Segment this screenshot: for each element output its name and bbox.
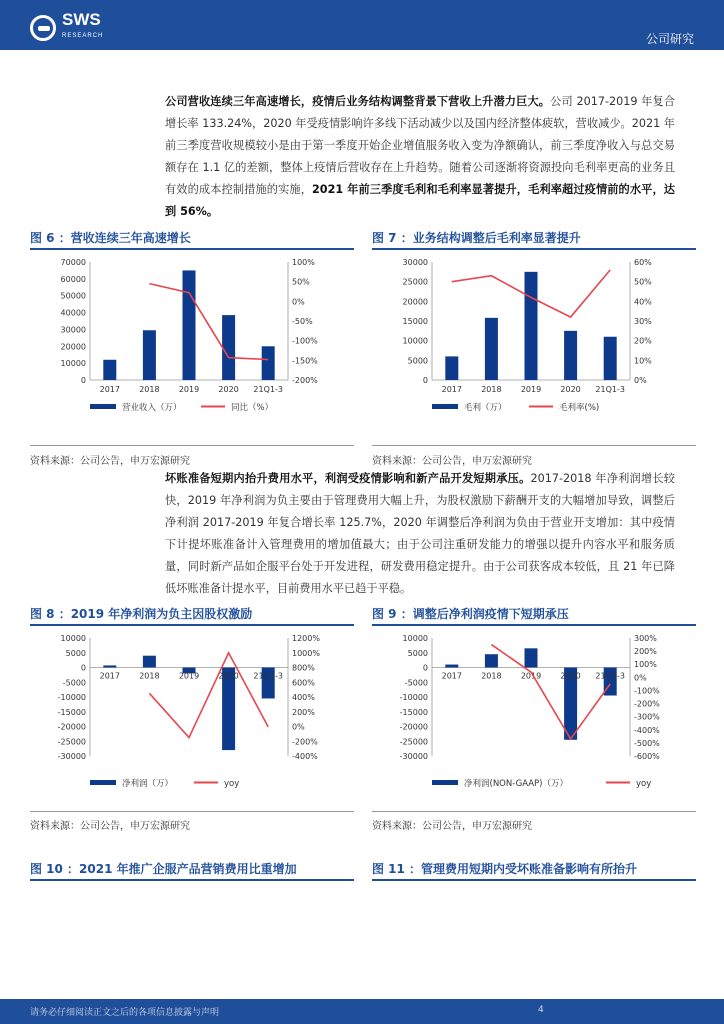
fig10-title: 图 10 ：2021 年推广企服产品营销费用比重增加 xyxy=(30,860,354,881)
x-tick-label: 2020 xyxy=(560,385,581,394)
left-axis-tick: 15000 xyxy=(402,317,428,326)
right-axis-tick: -400% xyxy=(634,725,660,735)
left-axis-tick: -5000 xyxy=(404,678,428,688)
paragraph-revenue-conclusion: 2021 年前三季度毛利和毛利率显著提升，毛利率超过疫情前的水平，达到 56%。 xyxy=(165,183,675,218)
left-axis-tick: 0 xyxy=(422,663,428,673)
x-tick-label: 2017 xyxy=(99,671,120,681)
fig7-title: 图 7 ：业务结构调整后毛利率显著提升 xyxy=(372,229,696,250)
left-axis-tick: 30000 xyxy=(60,325,86,335)
left-axis-tick: 0 xyxy=(422,376,428,385)
x-tick-label: 21Q1-3 xyxy=(253,671,283,681)
left-axis-tick: 5000 xyxy=(65,648,86,658)
left-axis-tick: -25000 xyxy=(399,737,428,747)
left-axis-tick: 25000 xyxy=(402,277,428,287)
legend-bar-label: 营业收入（万） xyxy=(122,403,182,413)
right-axis-tick: 100% xyxy=(292,258,315,267)
bar xyxy=(262,346,275,380)
page-footer xyxy=(0,999,724,1024)
right-axis-tick: 60% xyxy=(634,258,652,267)
right-axis-tick: 600% xyxy=(292,678,315,688)
right-axis-tick: 1000% xyxy=(292,648,320,658)
bar xyxy=(222,315,235,380)
right-axis-tick: -300% xyxy=(634,712,660,722)
x-tick-label: 2018 xyxy=(481,671,502,681)
left-axis-tick: 50000 xyxy=(60,291,86,301)
right-axis-tick: 50% xyxy=(634,277,652,287)
right-axis-tick: 0% xyxy=(292,722,305,732)
legend-bar-swatch xyxy=(90,404,116,409)
legend-bar-swatch xyxy=(432,780,458,785)
right-axis-tick: 20% xyxy=(634,336,652,346)
chart-fig8 xyxy=(30,628,354,800)
bar xyxy=(485,318,498,380)
bar xyxy=(564,331,577,380)
left-axis-tick: 5000 xyxy=(407,356,428,366)
paragraph-revenue-lead: 公司营收连续三年高速增长，疫情后业务结构调整背景下营收上升潜力巨大。 xyxy=(165,95,551,108)
left-axis-tick: -10000 xyxy=(57,693,86,702)
left-axis-tick: -15000 xyxy=(399,707,428,717)
right-axis-tick: 1200% xyxy=(292,634,320,643)
bar xyxy=(525,272,538,380)
legend-bar-swatch xyxy=(90,780,116,785)
bar xyxy=(143,330,156,380)
chart-fig7 xyxy=(372,252,696,422)
right-axis-tick: 30% xyxy=(634,317,652,326)
left-axis-tick: 20000 xyxy=(60,342,86,352)
logo-text: SWS xyxy=(62,10,101,29)
chart-fig6 xyxy=(30,252,354,422)
fig11-title: 图 11 ：管理费用短期内受坏账准备影响有所抬升 xyxy=(372,860,696,881)
logo-sub: RESEARCH xyxy=(62,33,104,39)
left-axis-tick: -5000 xyxy=(62,678,86,688)
right-axis-tick: 300% xyxy=(634,634,657,643)
left-axis-tick: 30000 xyxy=(402,258,428,267)
legend-line-label: 同比（%） xyxy=(231,403,274,413)
left-axis-tick: 0 xyxy=(80,663,86,673)
x-tick-label: 21Q1-3 xyxy=(595,385,625,394)
divider xyxy=(30,445,354,446)
left-axis-tick: -30000 xyxy=(57,752,86,761)
left-axis-tick: 0 xyxy=(80,376,86,385)
right-axis-tick: 200% xyxy=(634,647,657,657)
legend-bar-swatch xyxy=(432,404,458,409)
divider xyxy=(372,445,696,446)
x-tick-label: 2018 xyxy=(481,385,502,394)
right-axis-tick: -100% xyxy=(634,686,660,696)
right-axis-tick: 10% xyxy=(634,356,652,366)
x-tick-label: 2019 xyxy=(178,385,200,394)
right-axis-tick: -200% xyxy=(634,699,660,709)
left-axis-tick: -25000 xyxy=(57,737,86,747)
left-axis-tick: -20000 xyxy=(399,722,428,732)
paragraph-revenue xyxy=(165,91,675,223)
bar xyxy=(445,356,458,380)
right-axis-tick: -200% xyxy=(292,376,318,385)
divider xyxy=(30,811,354,812)
paragraph-profit-lead: 坏账准备短期内抬升费用水平，利润受疫情影响和新产品开发短期承压。 xyxy=(165,472,531,485)
left-axis-tick: 5000 xyxy=(407,648,428,658)
x-tick-label: 2020 xyxy=(560,671,581,681)
paragraph-profit xyxy=(165,468,675,600)
left-axis-tick: -30000 xyxy=(399,752,428,761)
sws-logo-icon xyxy=(30,15,56,41)
right-axis-tick: -100% xyxy=(292,336,318,346)
bar xyxy=(604,337,617,380)
x-tick-label: 2019 xyxy=(520,385,542,394)
x-tick-label: 2020 xyxy=(218,671,239,681)
divider xyxy=(372,811,696,812)
left-axis-tick: 10000 xyxy=(402,634,428,643)
page-header xyxy=(0,0,724,50)
x-tick-label: 21Q1-3 xyxy=(253,385,283,394)
bar xyxy=(103,665,116,667)
fig9-title: 图 9 ：调整后净利润疫情下短期承压 xyxy=(372,605,696,626)
left-axis-tick: 70000 xyxy=(60,258,86,267)
left-axis-tick: 10000 xyxy=(402,336,428,346)
fig6-title: 图 6 ：营收连续三年高速增长 xyxy=(30,229,354,250)
right-axis-tick: -50% xyxy=(292,317,313,326)
right-axis-tick: -600% xyxy=(634,752,660,761)
left-axis-tick: 20000 xyxy=(402,297,428,307)
sws-logo xyxy=(30,12,103,44)
fig6-source: 资料来源：公司公告，申万宏源研究 xyxy=(30,456,190,467)
section-label: 公司研究 xyxy=(645,32,694,46)
right-axis-tick: -400% xyxy=(292,752,318,761)
left-axis-tick: 10000 xyxy=(60,634,86,643)
legend-line-label: yoy xyxy=(224,779,240,789)
right-axis-tick: 0% xyxy=(634,673,647,683)
fig9-source: 资料来源：公司公告，申万宏源研究 xyxy=(372,821,532,832)
right-axis-tick: -200% xyxy=(292,737,318,747)
bar xyxy=(183,270,196,380)
bar xyxy=(143,656,156,668)
fig8-title: 图 8 ：2019 年净利润为负主因股权激励 xyxy=(30,605,354,626)
x-tick-label: 2018 xyxy=(139,385,160,394)
legend-line-label: 毛利率(%) xyxy=(559,403,600,413)
paragraph-revenue-body: 公司 2017-2019 年复合增长率 133.24%，2020 年受疫情影响许多线下活动减少以及国内经济整体疲软，营收减少。2021 年前三季度营收规模较小是由于第一季度开始企业增值服务收入变为净额确认，前三季度净收入与总交易额存在 1.1 亿的差额，整体上疫情后营收存在上升趋势。随着公司逐渐将资源投向毛利率更高的业务且有效的成本控制措施的实施， xyxy=(165,95,675,196)
left-axis-tick: -20000 xyxy=(57,722,86,732)
chart-fig9 xyxy=(372,628,696,800)
right-axis-tick: 50% xyxy=(292,277,310,287)
line-series xyxy=(149,284,268,360)
legend-bar-label: 净利润（万） xyxy=(122,779,174,789)
right-axis-tick: -500% xyxy=(634,738,660,748)
legend-line-label: yoy xyxy=(636,779,652,789)
line-series xyxy=(491,645,610,739)
x-tick-label: 2018 xyxy=(139,671,160,681)
x-tick-label: 2017 xyxy=(99,385,120,394)
bar xyxy=(485,654,498,667)
right-axis-tick: 200% xyxy=(292,707,315,717)
paragraph-profit-body: 2017-2018 年净利润增长较快，2019 年净利润为负主要由于管理费用大幅上升，为股权激励下薪酬开支的大幅增加导致，调整后净利润 2017-2019 年复合增长率 125.7%，2020 年调整后净利润为负由于营业开支增加：其中疫情下计提坏账准备计入管理费用的增加值最大；由于公司注重研发能力的增强以提升内容水平和服务质量，同时新产品如企服平台处于开发进程，研发费用稳定提升。由于公司获客成本较低，且 21 年已降低坏账准备计提水平，目前费用水平已趋于平稳。 xyxy=(165,472,675,595)
legend-bar-label: 净利润(NON-GAAP)（万） xyxy=(464,779,568,789)
right-axis-tick: 400% xyxy=(292,693,315,702)
left-axis-tick: 60000 xyxy=(60,274,86,284)
x-tick-label: 2017 xyxy=(441,385,462,394)
right-axis-tick: 0% xyxy=(634,376,647,385)
bar xyxy=(525,648,538,667)
left-axis-tick: 10000 xyxy=(60,359,86,369)
legend-bar-label: 毛利（万） xyxy=(464,403,507,413)
bar xyxy=(445,665,458,668)
line-series xyxy=(149,653,268,738)
x-tick-label: 2020 xyxy=(218,385,239,394)
x-tick-label: 2017 xyxy=(441,671,462,681)
left-axis-tick: 40000 xyxy=(60,308,86,318)
right-axis-tick: 0% xyxy=(292,297,305,307)
x-tick-label: 2019 xyxy=(520,671,542,681)
fig7-source: 资料来源：公司公告，申万宏源研究 xyxy=(372,456,532,467)
footer-disclaimer: 请务必仔细阅读正文之后的各项信息披露与声明 xyxy=(30,1008,220,1018)
x-tick-label: 21Q1-3 xyxy=(595,671,625,681)
page-number: 4 xyxy=(538,1005,544,1015)
right-axis-tick: 40% xyxy=(634,297,652,307)
right-axis-tick: 800% xyxy=(292,663,315,673)
x-tick-label: 2019 xyxy=(178,671,200,681)
fig8-source: 资料来源：公司公告，申万宏源研究 xyxy=(30,821,190,832)
left-axis-tick: -10000 xyxy=(399,693,428,702)
right-axis-tick: 100% xyxy=(634,660,657,670)
bar xyxy=(103,360,116,380)
left-axis-tick: -15000 xyxy=(57,707,86,717)
right-axis-tick: -150% xyxy=(292,356,318,366)
